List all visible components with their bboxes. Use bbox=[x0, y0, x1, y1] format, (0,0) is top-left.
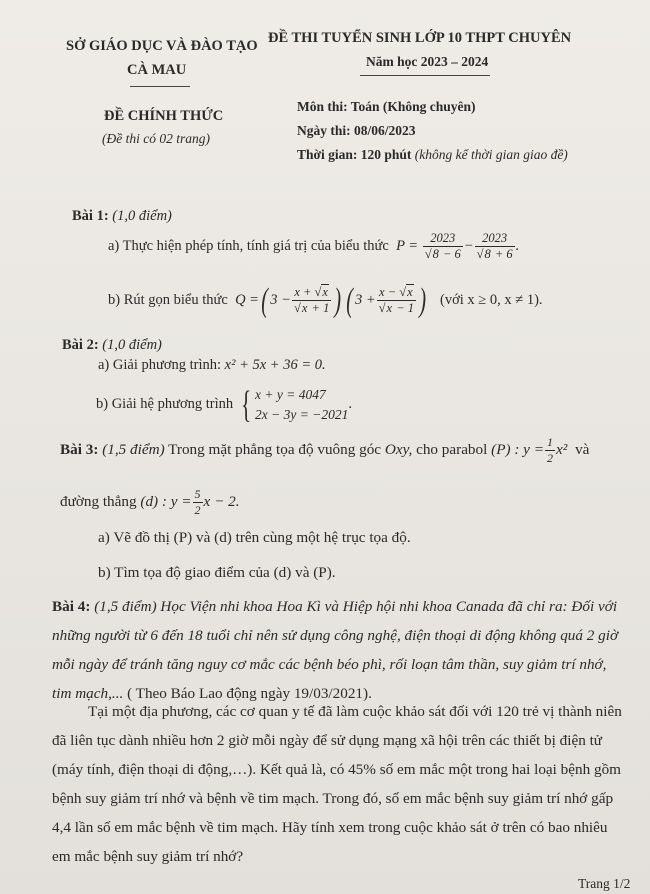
equation-system bbox=[255, 385, 348, 425]
bai3-oxy: Oxy, bbox=[384, 441, 413, 458]
dept-name: SỞ GIÁO DỤC VÀ ĐÀO TẠO bbox=[66, 38, 258, 54]
frac-2: $\frac{2023}{√8 + 6}$ bbox=[476, 231, 513, 262]
year-underline bbox=[360, 75, 490, 76]
province-name: CÀ MAU bbox=[127, 62, 187, 78]
bai2-points: (1,0 điểm) bbox=[102, 337, 162, 353]
bai1-b-formula: Q =( 3 − $\frac{x + √x}{√x + 1}$ ) ( 3 + $\frac{x - √x}{√x - 1}$ ) bbox=[231, 281, 427, 319]
bai3-line1: Bài 3: (1,5 điểm) Trong mặt phẳng tọa độ vuông góc Oxy, cho parabol (P) : y = $\frac{1}{2}$ x² và bbox=[60, 435, 590, 466]
official-label: ĐỀ CHÍNH THỨC bbox=[104, 108, 224, 124]
bai1-a-formula: P = $\frac{2023}{√8 - 6}$ − $\frac{2023}{√8 + 6}$ . bbox=[392, 231, 520, 262]
province-underline bbox=[130, 86, 190, 87]
system-brace: { bbox=[240, 383, 251, 426]
bai1-a bbox=[108, 228, 519, 264]
bai2-a-text: a) Giải phương trình: bbox=[98, 357, 222, 373]
bai2-b-text: b) Giải hệ phương trình bbox=[96, 396, 234, 412]
bai2-heading bbox=[62, 337, 162, 354]
bai1-b bbox=[108, 280, 543, 320]
page-number: Trang 1/2 bbox=[578, 876, 631, 891]
bai1-b-condition: (với x ≥ 0, x ≠ 1). bbox=[440, 292, 543, 308]
bai4-para2: Tại một địa phương, các cơ quan y tế đã làm cuộc khảo sát đối với 120 trẻ vị thành niên đã liên tục dành nhiều hơn 2 giờ mỗi ngày để sử dụng mạng xã hội trên các thiết bị điện tử (máy tính, điện thoại di động,…). Kết quả là, có 45% số em mắc một trong hai loại bệnh gồm bệnh suy giảm trí nhớ và bệnh về tim mạch. Trong đó, số em mắc bệnh suy giảm trí nhớ gấp 4,4 lần số em mắc bệnh về tim mạch. Hãy tính xem trong cuộc khảo sát ở trên có bao nhiêu em mắc bệnh suy giảm trí nhớ? bbox=[52, 703, 622, 865]
subject: Môn thi: Toán (Không chuyên) bbox=[297, 99, 476, 114]
frac-1: $\frac{2023}{√8 - 6}$ bbox=[424, 231, 461, 262]
bai1-heading bbox=[72, 208, 172, 225]
bai3-line2: đường thẳng (d) : y = $\frac{5}{2}$ x − 2. bbox=[60, 487, 240, 518]
time-label: Thời gian: 120 phút bbox=[297, 147, 412, 162]
bai3-line-text: đường thẳng bbox=[60, 493, 137, 510]
bai4-source: ( Theo Báo Lao động ngày 19/03/2021). bbox=[127, 685, 372, 702]
exam-time bbox=[297, 147, 568, 163]
bai1-points: (1,0 điểm) bbox=[112, 208, 172, 224]
bai2-title: Bài 2: bbox=[62, 337, 99, 353]
bai3-va: và bbox=[575, 441, 590, 458]
bai2-a bbox=[98, 357, 326, 374]
bai3-b: b) Tìm tọa độ giao điểm của (d) và (P). bbox=[98, 564, 336, 581]
frac-2-num: 2023 bbox=[475, 231, 515, 247]
frac-1-num: 2023 bbox=[423, 231, 463, 247]
equation-2: 2x − 3y = −2021 bbox=[255, 406, 349, 422]
pages-note: (Đề thi có 02 trang) bbox=[102, 131, 210, 146]
bai4-para1 bbox=[52, 592, 622, 708]
bai2-b: b) Giải hệ phương trình { x + y = 4047 2x − 3y = −2021. bbox=[96, 383, 352, 426]
bai3-title: Bài 3: bbox=[60, 441, 99, 458]
bai1-b-text: b) Rút gọn biểu thức bbox=[108, 292, 228, 308]
exam-date: Ngày thi: 08/06/2023 bbox=[297, 123, 416, 138]
bai1-a-text: a) Thực hiện phép tính, tính giá trị của biểu thức bbox=[108, 238, 389, 254]
bai4-para1-text: (1,5 điểm) Học Viện nhi khoa Hoa Kì và Hiệp hội nhi khoa Canada đã chỉ ra: Đối với những người từ 6 đến 18 tuổi chỉ nên sử dụng công nghệ, điện thoại di động không quá 2 giờ mỗi ngày để tránh tăng nguy cơ mắc các bệnh béo phì, rối loạn tâm thần, suy giảm trí nhớ, tim mạch,... bbox=[52, 598, 619, 702]
equation-1: x + y = 4047 bbox=[255, 386, 326, 402]
bai3-a: a) Vẽ đồ thị (P) và (d) trên cùng một hệ trục tọa độ. bbox=[98, 529, 411, 546]
exam-title: ĐỀ THI TUYỂN SINH LỚP 10 THPT CHUYÊN bbox=[268, 30, 572, 46]
bai3-points: (1,5 điểm) bbox=[102, 441, 165, 458]
school-year: Năm học 2023 – 2024 bbox=[366, 54, 489, 69]
time-note: (không kể thời gian giao đề) bbox=[414, 147, 568, 162]
bai3-cho-parabol: cho parabol bbox=[416, 441, 488, 458]
bai4-title: Bài 4: bbox=[52, 598, 91, 615]
bai3-intro: Trong mặt phẳng tọa độ vuông góc bbox=[168, 441, 382, 458]
bai2-a-equation: x² + 5x + 36 = 0. bbox=[224, 357, 326, 373]
bai1-title: Bài 1: bbox=[72, 208, 109, 224]
